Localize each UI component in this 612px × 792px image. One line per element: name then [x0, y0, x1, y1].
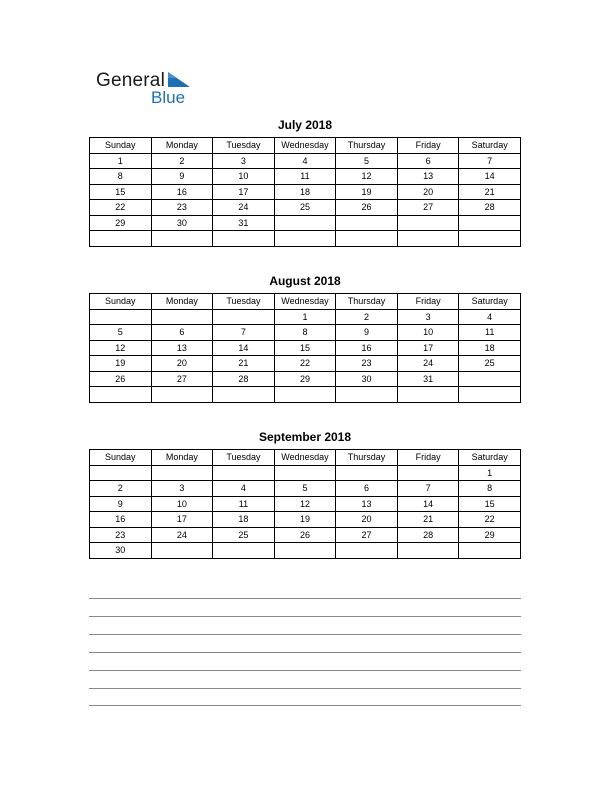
day-cell: 28	[397, 527, 459, 543]
day-cell: 25	[274, 200, 336, 216]
day-cell: 27	[151, 371, 213, 387]
day-cell	[213, 543, 275, 559]
day-cell	[397, 543, 459, 559]
day-cell: 25	[213, 527, 275, 543]
week-row	[90, 356, 521, 372]
day-cell: 14	[397, 496, 459, 512]
week-row	[90, 465, 521, 481]
week-row	[90, 371, 521, 387]
day-cell: 20	[151, 356, 213, 372]
day-cell	[274, 215, 336, 231]
day-cell: 16	[90, 512, 152, 528]
month-title: July 2018	[277, 118, 333, 132]
note-line[interactable]	[89, 705, 521, 706]
weekday-header: Tuesday	[213, 450, 275, 466]
week-row	[90, 387, 521, 403]
day-cell	[90, 231, 152, 247]
day-cell	[90, 465, 152, 481]
day-cell: 30	[90, 543, 152, 559]
day-cell: 29	[274, 371, 336, 387]
day-cell	[459, 371, 521, 387]
day-cell: 4	[213, 481, 275, 497]
day-cell: 23	[90, 527, 152, 543]
day-cell: 31	[213, 215, 275, 231]
day-cell: 20	[397, 184, 459, 200]
day-cell: 2	[151, 153, 213, 169]
calendar-grid	[89, 137, 521, 247]
day-cell	[459, 231, 521, 247]
day-cell: 28	[213, 371, 275, 387]
day-cell: 6	[397, 153, 459, 169]
day-cell: 19	[336, 184, 398, 200]
day-cell: 21	[459, 184, 521, 200]
day-cell: 13	[336, 496, 398, 512]
week-row	[90, 169, 521, 185]
week-row	[90, 215, 521, 231]
day-cell	[90, 309, 152, 325]
day-cell: 4	[274, 153, 336, 169]
day-cell	[336, 543, 398, 559]
day-cell: 10	[213, 169, 275, 185]
weekday-header: Tuesday	[213, 138, 275, 154]
day-cell	[397, 465, 459, 481]
weekday-header: Friday	[397, 294, 459, 310]
day-cell: 30	[151, 215, 213, 231]
day-cell	[274, 231, 336, 247]
weekday-header: Monday	[151, 450, 213, 466]
day-cell	[336, 387, 398, 403]
day-cell: 22	[459, 512, 521, 528]
day-cell: 15	[274, 340, 336, 356]
day-cell	[90, 387, 152, 403]
day-cell: 10	[397, 325, 459, 341]
month-calendar-july	[89, 118, 521, 247]
day-cell: 26	[90, 371, 152, 387]
day-cell	[274, 543, 336, 559]
day-cell	[213, 387, 275, 403]
day-cell: 28	[459, 200, 521, 216]
weekday-header-row	[90, 138, 521, 154]
day-cell: 7	[213, 325, 275, 341]
weekday-header: Saturday	[459, 138, 521, 154]
day-cell	[213, 309, 275, 325]
day-cell: 5	[336, 153, 398, 169]
day-cell: 17	[151, 512, 213, 528]
day-cell: 1	[274, 309, 336, 325]
week-row	[90, 543, 521, 559]
day-cell: 11	[459, 325, 521, 341]
weekday-header: Wednesday	[274, 450, 336, 466]
day-cell	[336, 465, 398, 481]
day-cell: 6	[151, 325, 213, 341]
day-cell: 21	[213, 356, 275, 372]
day-cell: 3	[213, 153, 275, 169]
day-cell: 9	[336, 325, 398, 341]
day-cell	[459, 215, 521, 231]
weekday-header: Thursday	[336, 294, 398, 310]
week-row	[90, 512, 521, 528]
day-cell: 8	[274, 325, 336, 341]
note-line[interactable]	[89, 598, 521, 599]
day-cell: 31	[397, 371, 459, 387]
day-cell: 9	[151, 169, 213, 185]
weekday-header: Wednesday	[274, 294, 336, 310]
day-cell: 2	[336, 309, 398, 325]
day-cell	[151, 231, 213, 247]
day-cell: 13	[151, 340, 213, 356]
day-cell: 18	[459, 340, 521, 356]
day-cell: 12	[90, 340, 152, 356]
week-row	[90, 496, 521, 512]
calendar-grid	[89, 449, 521, 559]
month-title: September 2018	[258, 430, 352, 444]
day-cell	[397, 387, 459, 403]
weekday-header: Friday	[397, 138, 459, 154]
weekday-header-row	[90, 450, 521, 466]
day-cell: 15	[90, 184, 152, 200]
month-calendar-september	[89, 430, 521, 559]
weekday-header: Sunday	[90, 450, 152, 466]
day-cell: 15	[459, 496, 521, 512]
day-cell	[151, 543, 213, 559]
day-cell: 23	[151, 200, 213, 216]
day-cell: 12	[274, 496, 336, 512]
week-row	[90, 231, 521, 247]
day-cell: 22	[274, 356, 336, 372]
week-row	[90, 184, 521, 200]
weekday-header: Thursday	[336, 450, 398, 466]
day-cell: 1	[90, 153, 152, 169]
day-cell: 1	[459, 465, 521, 481]
day-cell: 18	[213, 512, 275, 528]
month-title: August 2018	[269, 274, 341, 288]
day-cell: 7	[459, 153, 521, 169]
day-cell: 5	[90, 325, 152, 341]
weekday-header: Monday	[151, 138, 213, 154]
weekday-header: Sunday	[90, 294, 152, 310]
day-cell: 4	[459, 309, 521, 325]
week-row	[90, 153, 521, 169]
note-line[interactable]	[89, 652, 521, 653]
day-cell: 24	[213, 200, 275, 216]
day-cell: 16	[151, 184, 213, 200]
day-cell	[336, 231, 398, 247]
weekday-header: Sunday	[90, 138, 152, 154]
day-cell: 6	[336, 481, 398, 497]
weekday-header: Tuesday	[213, 294, 275, 310]
week-row	[90, 481, 521, 497]
day-cell: 19	[90, 356, 152, 372]
logo-word-blue: Blue	[151, 88, 186, 107]
day-cell	[336, 215, 398, 231]
day-cell: 14	[459, 169, 521, 185]
day-cell	[151, 465, 213, 481]
note-line[interactable]	[89, 616, 521, 617]
day-cell	[459, 387, 521, 403]
day-cell: 26	[274, 527, 336, 543]
day-cell: 16	[336, 340, 398, 356]
day-cell: 11	[213, 496, 275, 512]
day-cell: 13	[397, 169, 459, 185]
day-cell: 18	[274, 184, 336, 200]
day-cell: 19	[274, 512, 336, 528]
day-cell: 11	[274, 169, 336, 185]
day-cell: 27	[397, 200, 459, 216]
day-cell	[397, 215, 459, 231]
day-cell: 30	[336, 371, 398, 387]
calendar-grid	[89, 293, 521, 403]
day-cell: 8	[459, 481, 521, 497]
note-line[interactable]	[89, 688, 521, 689]
week-row	[90, 527, 521, 543]
weekday-header: Thursday	[336, 138, 398, 154]
day-cell: 9	[90, 496, 152, 512]
day-cell	[151, 387, 213, 403]
day-cell	[459, 543, 521, 559]
day-cell: 12	[336, 169, 398, 185]
month-calendar-august	[89, 274, 521, 403]
weekday-header-row	[90, 294, 521, 310]
logo-word-general: General	[96, 70, 165, 91]
weekday-header: Saturday	[459, 450, 521, 466]
day-cell	[213, 465, 275, 481]
week-row	[90, 200, 521, 216]
weekday-header: Saturday	[459, 294, 521, 310]
day-cell: 26	[336, 200, 398, 216]
day-cell	[274, 465, 336, 481]
day-cell: 8	[90, 169, 152, 185]
week-row	[90, 340, 521, 356]
day-cell	[274, 387, 336, 403]
note-line[interactable]	[89, 634, 521, 635]
day-cell: 2	[90, 481, 152, 497]
day-cell: 5	[274, 481, 336, 497]
day-cell: 29	[459, 527, 521, 543]
day-cell	[151, 309, 213, 325]
day-cell: 24	[397, 356, 459, 372]
week-row	[90, 325, 521, 341]
day-cell: 20	[336, 512, 398, 528]
weekday-header: Wednesday	[274, 138, 336, 154]
day-cell: 21	[397, 512, 459, 528]
day-cell: 14	[213, 340, 275, 356]
day-cell: 17	[213, 184, 275, 200]
week-row	[90, 309, 521, 325]
weekday-header: Monday	[151, 294, 213, 310]
day-cell: 24	[151, 527, 213, 543]
day-cell	[213, 231, 275, 247]
day-cell	[397, 231, 459, 247]
day-cell: 29	[90, 215, 152, 231]
day-cell: 25	[459, 356, 521, 372]
note-line[interactable]	[89, 670, 521, 671]
day-cell: 17	[397, 340, 459, 356]
day-cell: 10	[151, 496, 213, 512]
day-cell: 22	[90, 200, 152, 216]
day-cell: 3	[397, 309, 459, 325]
weekday-header: Friday	[397, 450, 459, 466]
day-cell: 3	[151, 481, 213, 497]
brand-logo	[96, 70, 206, 110]
day-cell: 27	[336, 527, 398, 543]
day-cell: 7	[397, 481, 459, 497]
day-cell: 23	[336, 356, 398, 372]
